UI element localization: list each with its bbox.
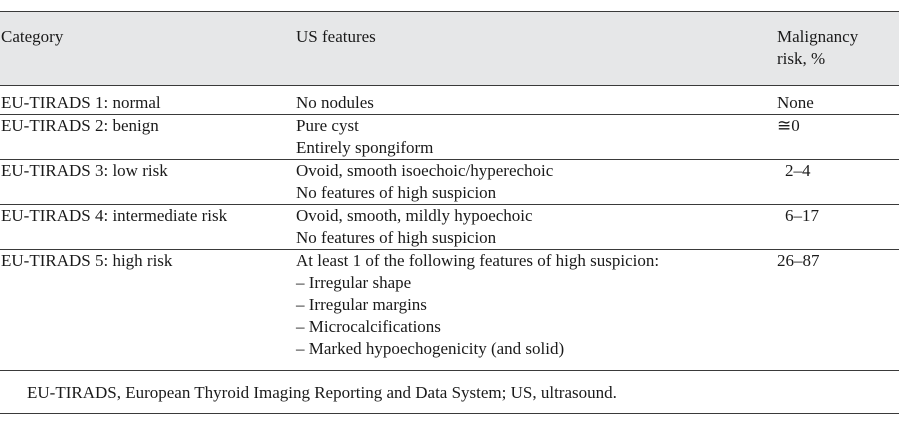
feature-line: At least 1 of the following features of high suspicion: bbox=[296, 251, 660, 270]
feature-line: Pure cyst bbox=[296, 116, 359, 135]
row-risk: ≅0 bbox=[777, 116, 800, 135]
header-category: Category bbox=[1, 27, 64, 46]
feature-line: – Marked hypoechogenicity (and solid) bbox=[296, 339, 565, 358]
feature-line: No features of high suspicion bbox=[296, 228, 497, 247]
table-row bbox=[0, 115, 899, 160]
row-category: EU-TIRADS 3: low risk bbox=[1, 161, 168, 180]
header-malignancy-risk: Malignancy risk, % bbox=[777, 27, 859, 68]
feature-line: – Irregular margins bbox=[296, 295, 427, 314]
row-risk: 2–4 bbox=[785, 161, 811, 180]
row-category: EU-TIRADS 4: intermediate risk bbox=[1, 206, 228, 225]
table-row bbox=[0, 92, 899, 115]
table-row bbox=[0, 205, 899, 250]
row-category: EU-TIRADS 2: benign bbox=[1, 116, 159, 135]
row-risk: None bbox=[777, 93, 814, 112]
feature-line: No features of high suspicion bbox=[296, 183, 497, 202]
tirads-table bbox=[0, 11, 899, 360]
table-row bbox=[0, 160, 899, 205]
header-us-features: US features bbox=[296, 27, 376, 46]
row-category: EU-TIRADS 5: high risk bbox=[1, 251, 173, 270]
feature-line: Ovoid, smooth, mildly hypoechoic bbox=[296, 206, 533, 225]
feature-line: Ovoid, smooth isoechoic/hyperechoic bbox=[296, 161, 554, 180]
table-header bbox=[0, 11, 899, 86]
table-footnote bbox=[0, 370, 899, 414]
row-risk: 6–17 bbox=[785, 206, 819, 225]
feature-line: Entirely spongiform bbox=[296, 138, 434, 157]
feature-line: – Irregular shape bbox=[296, 273, 412, 292]
feature-line: No nodules bbox=[296, 93, 374, 112]
feature-line: – Microcalcifications bbox=[296, 317, 441, 336]
row-category: EU-TIRADS 1: normal bbox=[1, 93, 161, 112]
footnote-text: EU-TIRADS, European Thyroid Imaging Reporting and Data System; US, ultrasound. bbox=[27, 383, 617, 402]
row-risk: 26–87 bbox=[777, 251, 820, 270]
table-row bbox=[0, 250, 899, 360]
